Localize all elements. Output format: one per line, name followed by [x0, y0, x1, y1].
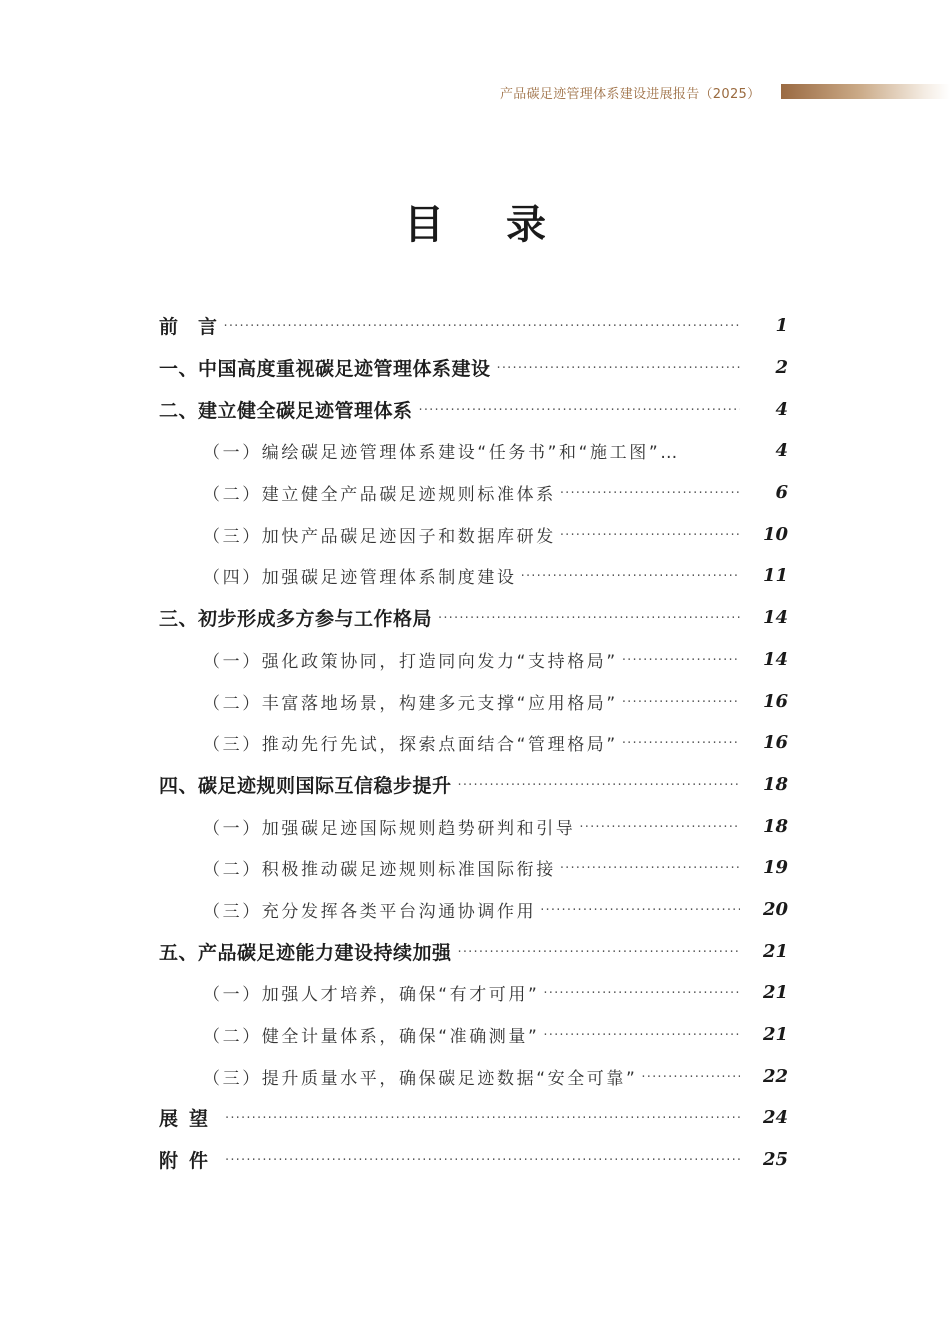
toc-dot-leader	[225, 1153, 740, 1168]
toc-subentry[interactable]	[0, 805, 950, 847]
toc-entry-label: （一）强化政策协同，打造同向发力“支持格局”	[203, 651, 618, 672]
toc-dot-leader	[579, 820, 740, 835]
toc-dot-leader	[438, 611, 740, 626]
toc-page-number: 4	[775, 398, 788, 420]
toc-entry-label: （三）推动先行先试，探索点面结合“管理格局”	[203, 735, 618, 756]
toc-subentry[interactable]	[0, 889, 950, 931]
toc-page-number: 6	[775, 482, 788, 504]
toc-entry-label: （四）加强碳足迹管理体系制度建设	[203, 568, 517, 589]
toc-entry-label: （一）加强人才培养，确保“有才可用”	[203, 985, 540, 1006]
toc-entry-label: 四、碳足迹规则国际互信稳步提升	[159, 774, 452, 797]
toc-entry-label: 展望	[159, 1108, 220, 1131]
toc-subentry[interactable]	[0, 430, 950, 472]
toc-dot-leader	[543, 1028, 740, 1043]
toc-dot-leader	[622, 653, 740, 668]
toc-page-number: 10	[762, 523, 788, 545]
toc-entry-label: （二）健全计量体系，确保“准确测量”	[203, 1027, 540, 1048]
toc-page-number: 16	[762, 690, 788, 712]
toc-dot-leader	[497, 361, 740, 376]
toc-entry-label: （二）丰富落地场景，构建多元支撑“应用格局”	[203, 693, 618, 714]
toc-page-number: 21	[762, 940, 788, 962]
toc-entry[interactable]	[0, 1097, 950, 1139]
toc-entry-label: 三、初步形成多方参与工作格局	[159, 608, 433, 631]
toc-page-number: 1	[775, 315, 788, 337]
toc-dot-leader	[419, 403, 740, 418]
toc-entry-label: （三）提升质量水平，确保碳足迹数据“安全可靠”	[203, 1068, 638, 1089]
toc-entry-label: 五、产品碳足迹能力建设持续加强	[159, 941, 452, 964]
toc-dot-leader	[622, 695, 740, 710]
toc-dot-leader	[560, 486, 740, 501]
toc-entry-label: 二、建立健全碳足迹管理体系	[159, 399, 413, 422]
toc-page-number: 22	[762, 1065, 788, 1087]
toc-subentry[interactable]	[0, 1055, 950, 1097]
toc-page-number: 20	[762, 898, 788, 920]
toc-entry-label: 一、中国高度重视碳足迹管理体系建设	[159, 358, 491, 381]
toc-subentry[interactable]	[0, 555, 950, 597]
toc-dot-leader	[560, 861, 740, 876]
toc-dot-leader	[521, 569, 740, 584]
toc-page-number: 4	[775, 440, 788, 462]
toc-entry[interactable]	[0, 388, 950, 430]
toc-entry[interactable]	[0, 347, 950, 389]
toc-subentry[interactable]	[0, 972, 950, 1014]
toc-page-number: 19	[762, 857, 788, 879]
toc-page-number: 24	[762, 1107, 788, 1129]
toc-page-number: 21	[762, 1024, 788, 1046]
toc-page-number: 11	[762, 565, 788, 587]
toc-subentry[interactable]	[0, 847, 950, 889]
toc-subentry[interactable]	[0, 513, 950, 555]
toc-subentry[interactable]	[0, 472, 950, 514]
toc-entry-label: （二）积极推动碳足迹规则标准国际衔接	[203, 860, 556, 881]
toc-entry-label: 前 言	[159, 316, 218, 339]
toc-page-number: 25	[762, 1149, 788, 1171]
toc-entry[interactable]	[0, 1139, 950, 1181]
toc-page-number: 16	[762, 732, 788, 754]
toc-entry-label: （二）建立健全产品碳足迹规则标准体系	[203, 485, 556, 506]
page-title: 目 录	[404, 201, 570, 248]
toc-dot-leader	[458, 778, 740, 793]
header-decorative-bar	[781, 84, 950, 99]
toc-dot-leader	[224, 319, 740, 334]
toc-dot-leader	[543, 986, 740, 1001]
table-of-contents	[0, 305, 950, 1180]
toc-entry[interactable]	[0, 930, 950, 972]
toc-entry[interactable]	[0, 597, 950, 639]
toc-dot-leader	[458, 945, 740, 960]
toc-dot-leader	[225, 1111, 740, 1126]
toc-dot-leader	[540, 903, 740, 918]
running-header-title: 产品碳足迹管理体系建设进展报告（2025）	[500, 87, 761, 102]
toc-subentry[interactable]	[0, 722, 950, 764]
toc-page-number: 14	[762, 648, 788, 670]
toc-page-number: 14	[762, 607, 788, 629]
toc-dot-leader	[622, 736, 740, 751]
toc-entry-label: （一）加强碳足迹国际规则趋势研判和引导	[203, 818, 576, 839]
toc-entry-label: （三）加快产品碳足迹因子和数据库研发	[203, 526, 556, 547]
toc-subentry[interactable]	[0, 680, 950, 722]
toc-entry-label: 附件	[159, 1150, 220, 1173]
toc-dot-leader	[641, 1070, 740, 1085]
toc-dot-leader	[560, 528, 740, 543]
toc-entry-label: （一）编绘碳足迹管理体系建设“任务书”和“施工图”…	[203, 443, 680, 464]
toc-page-number: 2	[775, 357, 788, 379]
toc-entry[interactable]	[0, 305, 950, 347]
toc-subentry[interactable]	[0, 639, 950, 681]
toc-page-number: 18	[762, 773, 788, 795]
toc-page-number: 18	[762, 815, 788, 837]
toc-entry[interactable]	[0, 764, 950, 806]
toc-entry-label: （三）充分发挥各类平台沟通协调作用	[203, 901, 537, 922]
toc-subentry[interactable]	[0, 1014, 950, 1056]
toc-page-number: 21	[762, 982, 788, 1004]
